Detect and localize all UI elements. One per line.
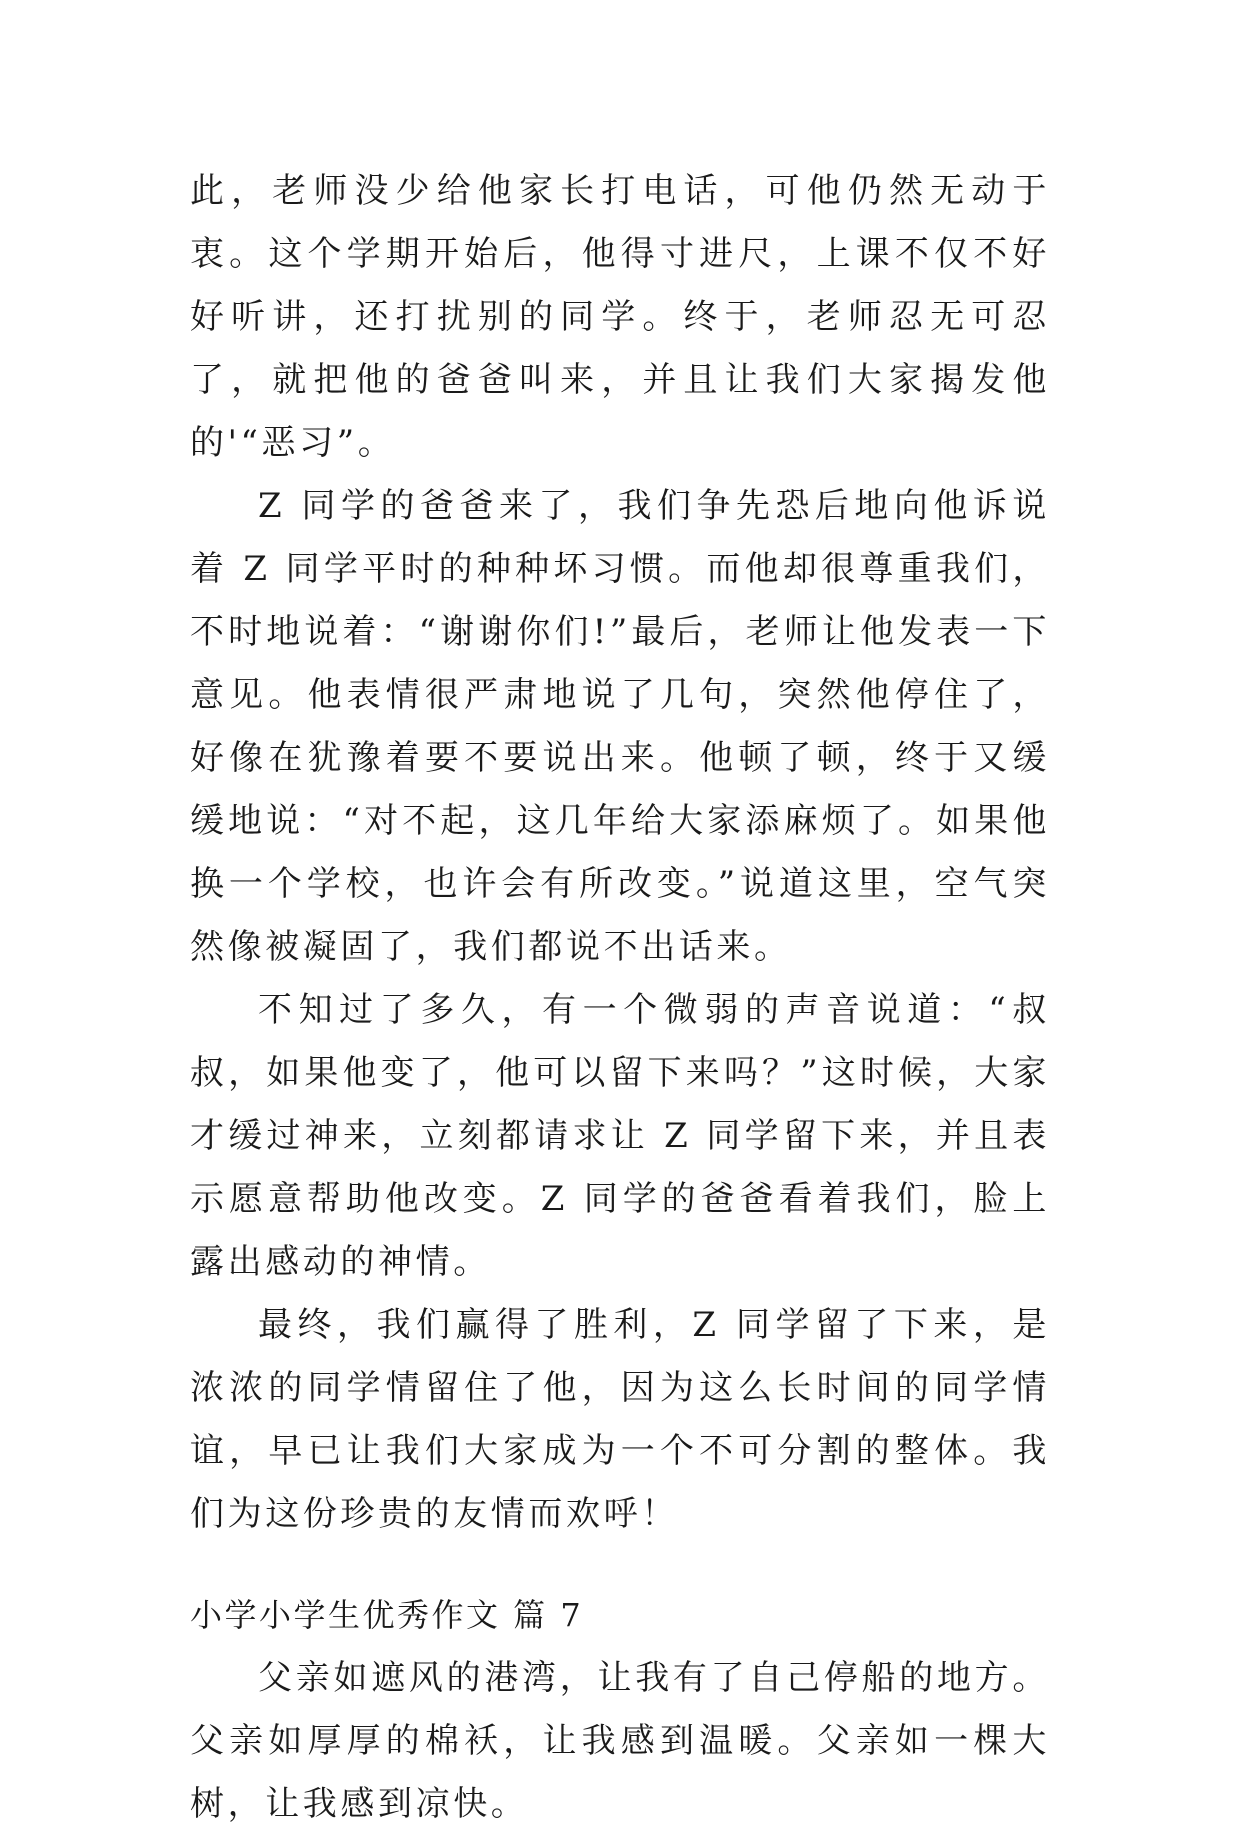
paragraph-continuation: 此，老师没少给他家长打电话，可他仍然无动于衷。这个学期开始后，他得寸进尺，上课不仅不好好听讲，还打扰别的同学。终于，老师忍无可忍了，就把他的爸爸叫来，并且让我们大家揭发他的'“恶习”。: [190, 171, 1050, 463]
section-heading: 小学小学生优秀作文 篇 7: [190, 1596, 584, 1634]
paragraph-request-stay: 不知过了多久，有一个微弱的声音说道：“叔叔，如果他变了，他可以留下来吗？”这时候，大家才缓过神来，立刻都请求让 Z 同学留下来，并且表示愿意帮助他改变。Z 同学的爸爸看着我们，脸上露出感动的神情。: [190, 990, 1050, 1282]
paragraph-conclusion: 最终，我们赢得了胜利，Z 同学留了下来，是浓浓的同学情留住了他，因为这么长时间的同学情谊，早已让我们大家成为一个不可分割的整体。我们为这份珍贵的友情而欢呼！: [190, 1305, 1050, 1534]
document-page: [190, 160, 1050, 1836]
paragraph-father-metaphor: 父亲如遮风的港湾，让我有了自己停船的地方。父亲如厚厚的棉袄，让我感到温暖。父亲如一棵大树，让我感到凉快。: [190, 1658, 1050, 1824]
paragraph-father-visit: Z 同学的爸爸来了，我们争先恐后地向他诉说着 Z 同学平时的种种坏习惯。而他却很尊重我们，不时地说着：“谢谢你们!”最后，老师让他发表一下意见。他表情很严肃地说了几句，突然他停住了，好像在犹豫着要不要说出来。他顿了顿，终于又缓缓地说：“对不起，这几年给大家添麻烦了。如果他换一个学校，也许会有所改变。”说道这里，空气突然像被凝固了，我们都说不出话来。: [190, 486, 1050, 967]
